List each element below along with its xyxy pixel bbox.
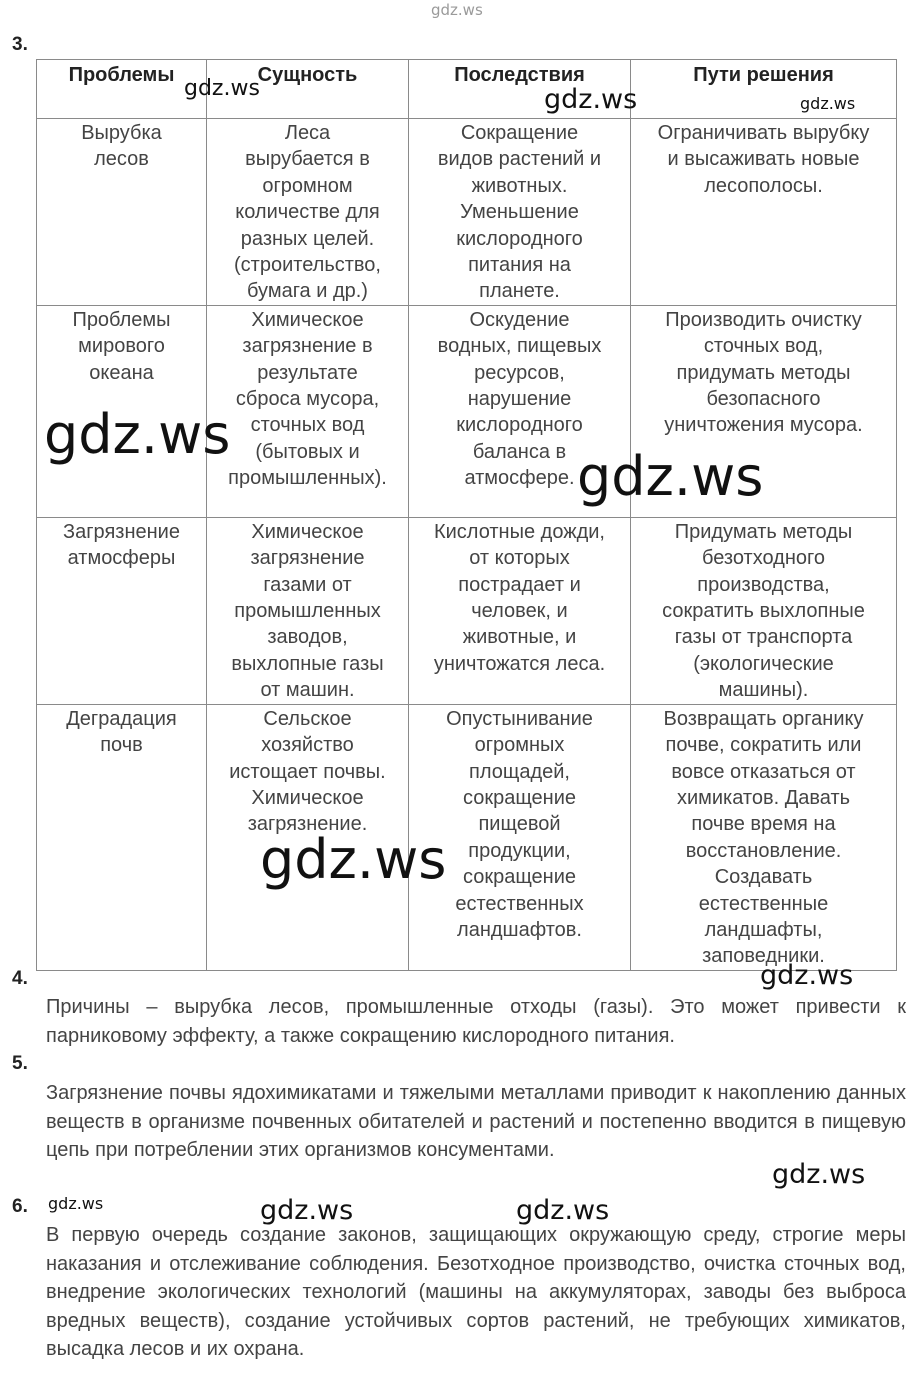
cell-consequences: Сокращение видов растений и животных. Уменьшение кислородного питания на планете. — [409, 119, 631, 306]
table-row — [37, 517, 897, 704]
table-row — [37, 119, 897, 306]
watermark-q6-1: gdz.ws — [48, 1194, 104, 1213]
question-number-4: 4. — [12, 968, 28, 989]
watermark-body-1: gdz.ws — [44, 403, 231, 466]
cell-problem: Загрязнение атмосферы — [37, 517, 207, 704]
question-number-3: 3. — [12, 34, 28, 55]
cell-essence: Сельское хозяйство истощает почвы. Химическое загрязнение. — [207, 704, 409, 970]
cell-consequences: Кислотные дожди, от которых пострадает и человек, и животные, и уничтожатся леса. — [409, 517, 631, 704]
cell-consequences: Опустынивание огромных площадей, сокращение пищевой продукции, сокращение естественных ландшафтов. — [409, 704, 631, 970]
watermark-q6-2: gdz.ws — [260, 1195, 354, 1226]
watermark-header-1: gdz.ws — [184, 76, 260, 101]
watermark-top: gdz.ws — [431, 1, 483, 19]
watermark-after-table: gdz.ws — [760, 960, 854, 991]
cell-consequences: Оскудение водных, пищевых ресурсов, нарушение кислородного баланса в атмосфере. — [409, 305, 631, 517]
cell-solutions: Производить очистку сточных вод, придумать методы безопасного уничтожения мусора. — [631, 305, 897, 517]
cell-solutions: Придумать методы безотходного производства, сократить выхлопные газы от транспорта (экологические машины). — [631, 517, 897, 704]
problems-table — [36, 59, 897, 971]
question-number-6: 6. — [12, 1196, 28, 1217]
watermark-body-2: gdz.ws — [577, 445, 764, 508]
header-solutions: Пути решения — [631, 60, 897, 119]
cell-problem: Деградация почв — [37, 704, 207, 970]
watermark-q6-3: gdz.ws — [516, 1195, 610, 1226]
answer-4-text: Причины – вырубка лесов, промышленные отходы (газы). Это может привести к парниковому эффекту, а также сокращению кислородного питания. — [46, 996, 906, 1047]
cell-solutions: Возвращать органику почве, сократить или вовсе отказаться от химикатов. Давать почве время на восстановление. Создавать естественные ландшафты, заповедники. — [631, 704, 897, 970]
question-number-5: 5. — [12, 1053, 28, 1074]
watermark-body-3: gdz.ws — [260, 828, 447, 891]
answer-6-text: В первую очередь создание законов, защищающих окружающую среду, строгие меры наказания и отслеживание соблюдения. Безотходное производство, очистка сточных вод, внедрение экологических технологий (машины на аккумуляторах, заводы без выброса вредных веществ), создание устойчивых сортов растений, не требующих химикатов, высадка лесов и их охрана. — [46, 1224, 906, 1361]
watermark-header-3: gdz.ws — [800, 94, 856, 113]
header-consequences: Последствия — [409, 60, 631, 119]
header-essence: Сущность — [207, 60, 409, 119]
cell-essence: Леса вырубается в огромном количестве для разных целей. (строительство, бумага и др.) — [207, 119, 409, 306]
watermark-after-q5: gdz.ws — [772, 1159, 866, 1190]
header-problems: Проблемы — [37, 60, 207, 119]
cell-problem: Вырубка лесов — [37, 119, 207, 306]
cell-problem: Проблемы мирового океана — [37, 305, 207, 517]
table-row — [37, 704, 897, 970]
cell-solutions: Ограничивать вырубку и высаживать новые лесополосы. — [631, 119, 897, 306]
cell-essence: Химическое загрязнение в результате сброса мусора, сточных вод (бытовых и промышленных). — [207, 305, 409, 517]
cell-essence: Химическое загрязнение газами от промышленных заводов, выхлопные газы от машин. — [207, 517, 409, 704]
answer-5-text: Загрязнение почвы ядохимикатами и тяжелыми металлами приводит к накоплению данных веществ в организме почвенных обитателей и растений и постепенно вводится в пищевую цепь при потреблении этих организмов консументами. — [46, 1082, 906, 1162]
watermark-header-2: gdz.ws — [544, 84, 638, 115]
table-header-row — [37, 60, 897, 119]
